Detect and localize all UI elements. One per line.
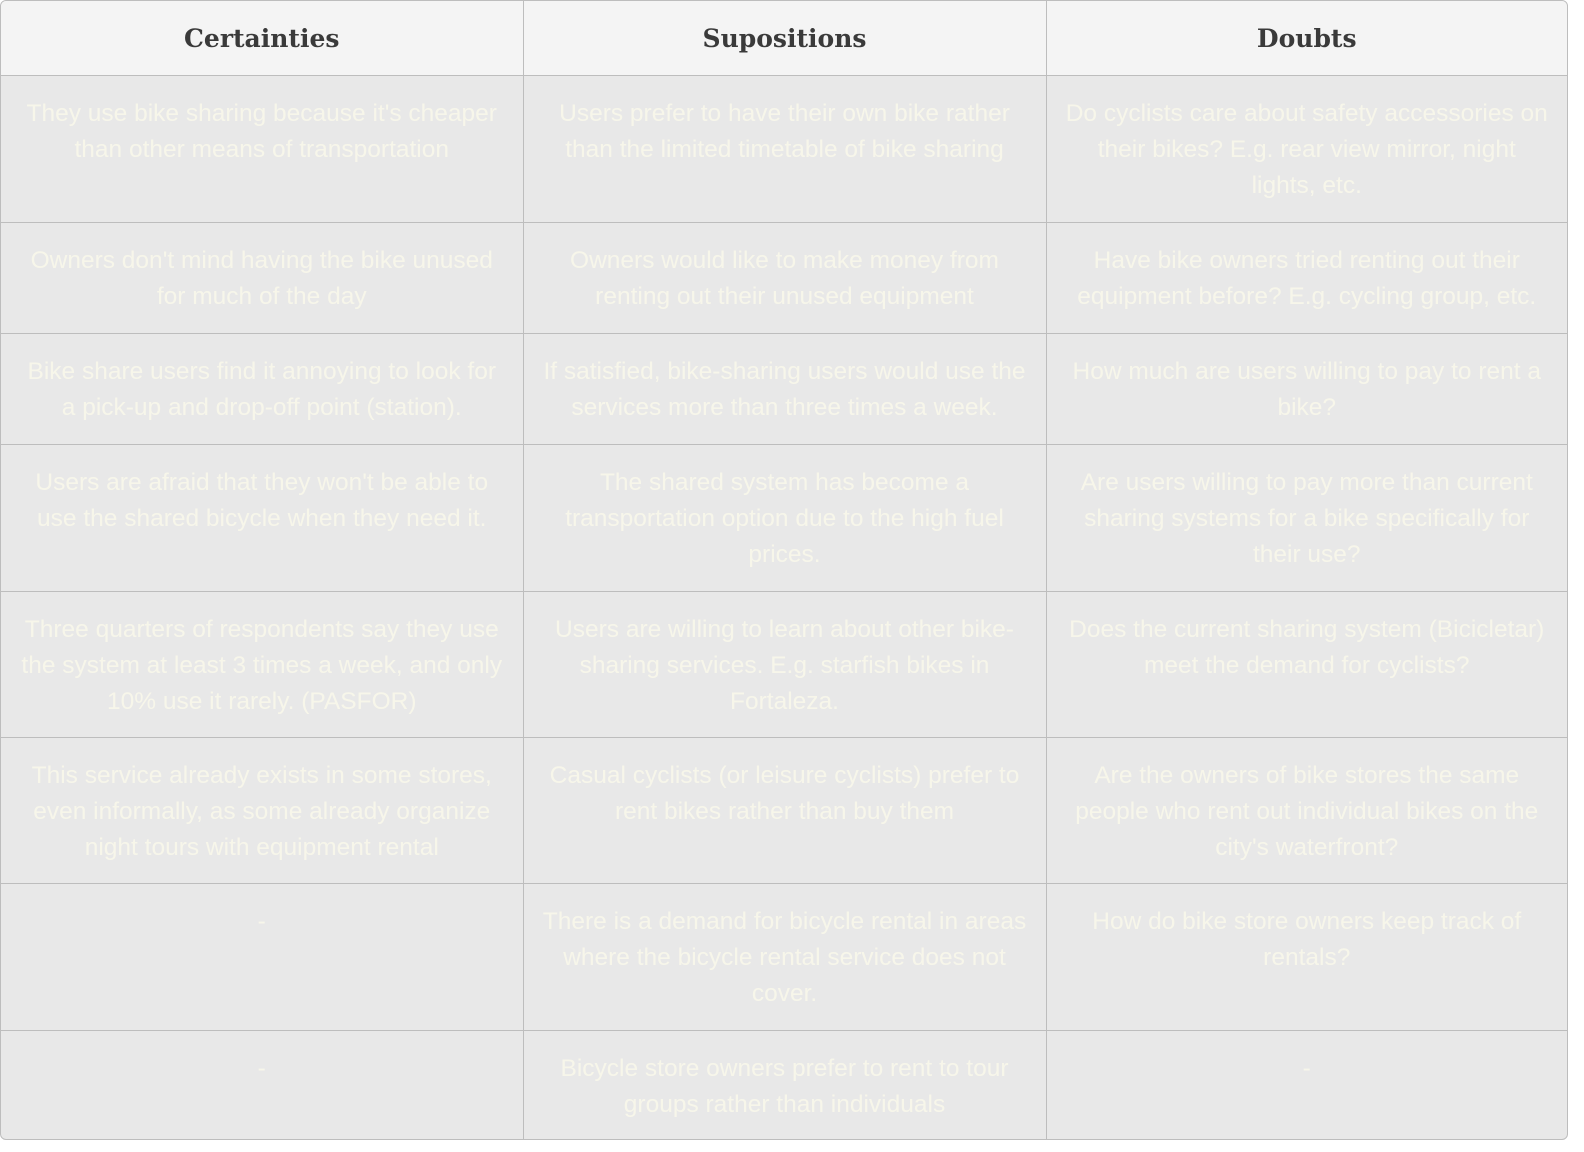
doubt-cell: - xyxy=(1302,1055,1311,1082)
supposition-cell: There is a demand for bicycle rental in areas where the bicycle rental service does not cover. xyxy=(523,884,1046,1031)
header-certainties: Certainties xyxy=(1,1,523,76)
doubt-cell: Does the current sharing system (Bicicletar) meet the demand for cyclists? xyxy=(1046,592,1567,738)
doubt-cell: Are the owners of bike stores the same people who rent out individual bikes on the city's waterfront? xyxy=(1046,738,1567,884)
doubt-cell: How do bike store owners keep track of rentals? xyxy=(1046,884,1567,1031)
header-doubts: Doubts xyxy=(1046,1,1567,76)
supposition-cell: Bicycle store owners prefer to rent to tour groups rather than individuals xyxy=(523,1031,1046,1141)
certainty-cell: - xyxy=(1,1031,523,1141)
certainty-cell: Three quarters of respondents say they use the system at least 3 times a week, and only 10% use it rarely. (PASFOR) xyxy=(1,592,523,738)
header-supositions: Supositions xyxy=(523,1,1046,76)
supposition-cell: If satisfied, bike-sharing users would use the services more than three times a week. xyxy=(523,334,1046,445)
table-row xyxy=(1,76,1567,223)
doubt-cell: Do cyclists care about safety accessories on their bikes? E.g. rear view mirror, night lights, etc. xyxy=(1046,76,1567,223)
table-row xyxy=(1,1031,1567,1141)
table-row xyxy=(1,592,1567,738)
table-row xyxy=(1,445,1567,592)
supposition-cell: The shared system has become a transportation option due to the high fuel prices. xyxy=(523,445,1046,592)
doubt-cell: Have bike owners tried renting out their equipment before? E.g. cycling group, etc. xyxy=(1046,223,1567,334)
table-row xyxy=(1,223,1567,334)
table-row xyxy=(1,884,1567,1031)
certainty-cell: They use bike sharing because it's cheaper than other means of transportation xyxy=(1,76,523,223)
certainty-cell: Owners don't mind having the bike unused for much of the day xyxy=(1,223,523,334)
table-header-row xyxy=(1,1,1567,76)
supposition-cell: Users prefer to have their own bike rather than the limited timetable of bike sharing xyxy=(523,76,1046,223)
supposition-cell: Users are willing to learn about other bike-sharing services. E.g. starfish bikes in Fortaleza. xyxy=(523,592,1046,738)
certainty-cell: This service already exists in some stores, even informally, as some already organize night tours with equipment rental xyxy=(1,738,523,884)
table-row xyxy=(1,738,1567,884)
certainty-cell: Users are afraid that they won't be able to use the shared bicycle when they need it. xyxy=(1,445,523,592)
doubt-cell: Are users willing to pay more than current sharing systems for a bike specifically for their use? xyxy=(1046,445,1567,592)
supposition-cell: Casual cyclists (or leisure cyclists) prefer to rent bikes rather than buy them xyxy=(523,738,1046,884)
certainty-cell: - xyxy=(1,884,523,1031)
certainty-cell: Bike share users find it annoying to look for a pick-up and drop-off point (station). xyxy=(1,334,523,445)
csd-matrix-table xyxy=(1,1,1567,1140)
table-row xyxy=(1,334,1567,445)
doubt-cell: How much are users willing to pay to rent a bike? xyxy=(1046,334,1567,445)
supposition-cell: Owners would like to make money from renting out their unused equipment xyxy=(523,223,1046,334)
